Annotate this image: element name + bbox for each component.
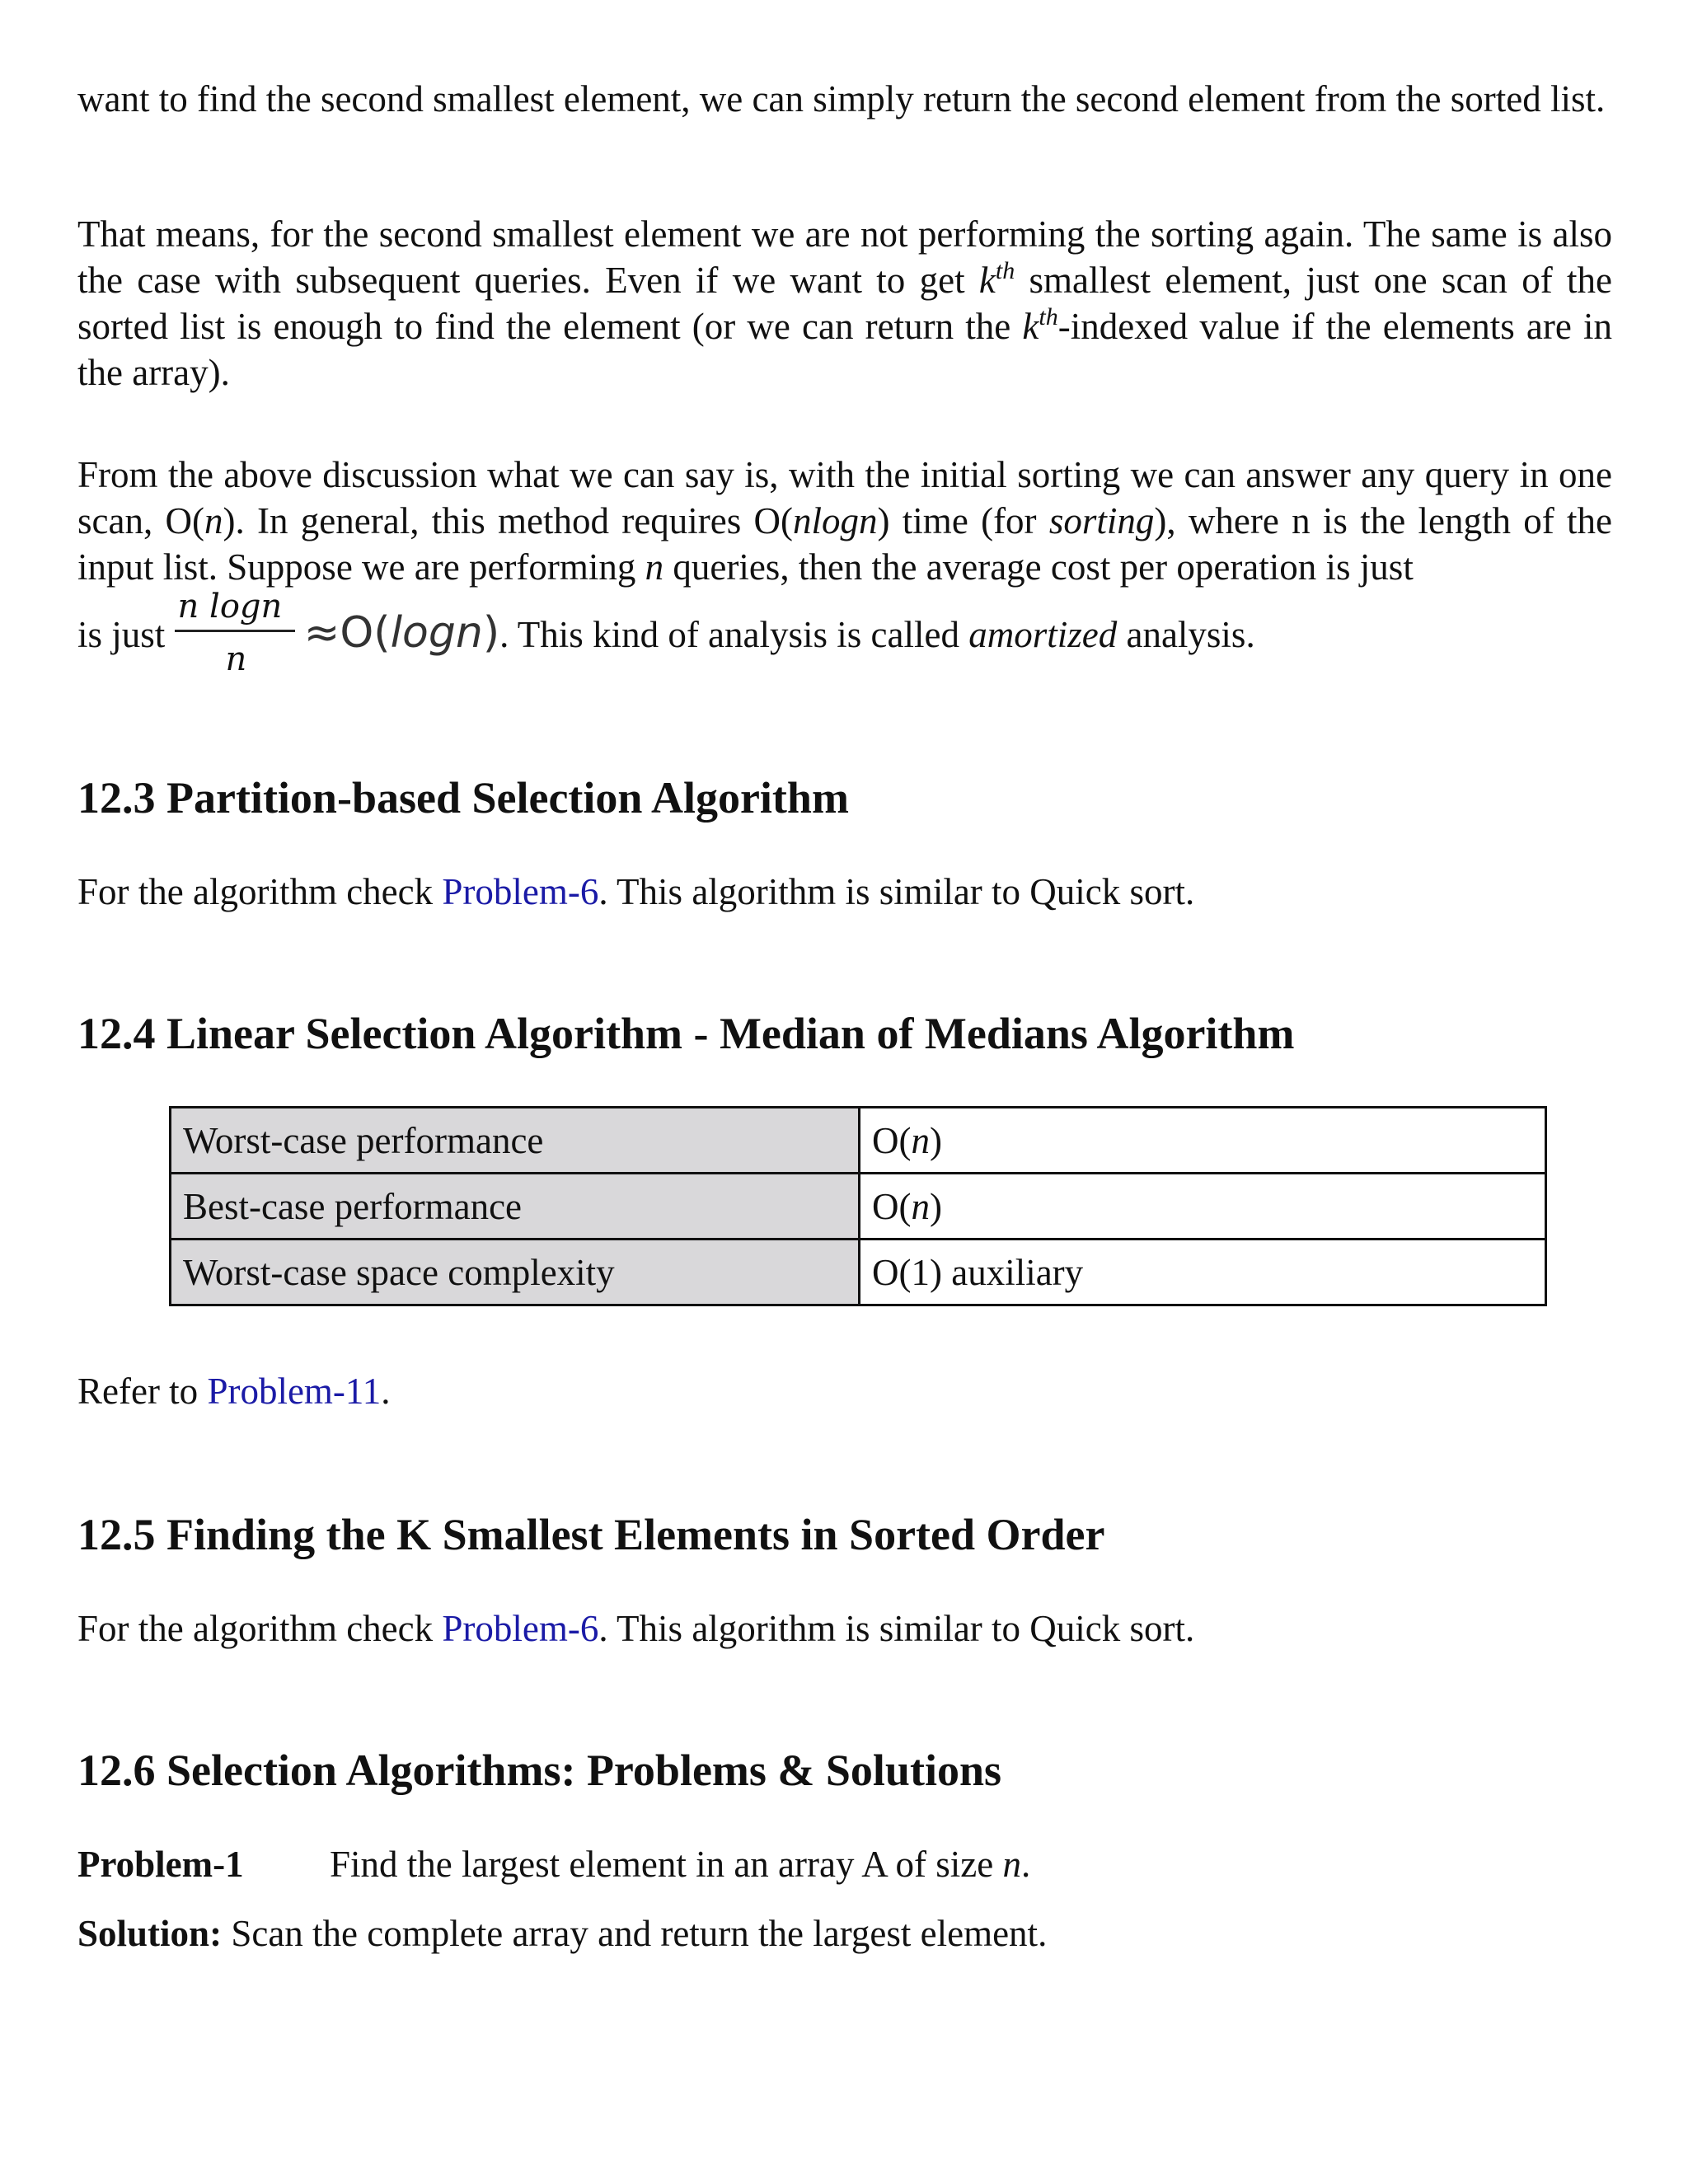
section-heading-12-3: 12.3 Partition-based Selection Algorithm xyxy=(77,773,849,823)
solution-label: Solution: xyxy=(77,1913,223,1954)
text: . This algorithm is similar to Quick sort. xyxy=(598,1608,1195,1649)
paragraph-intro: want to find the second smallest element, we can simply return the second element from the sorted list. xyxy=(77,78,1606,120)
value-text: O(1) auxiliary xyxy=(872,1251,1084,1293)
value-text: ) xyxy=(929,1185,942,1227)
section-heading-12-4: 12.4 Linear Selection Algorithm - Median of Medians Algorithm xyxy=(77,1009,1295,1058)
value-text: O( xyxy=(872,1185,912,1227)
table-cell-value xyxy=(860,1108,1546,1174)
table-row xyxy=(171,1240,1546,1305)
value-text: ) xyxy=(929,1119,942,1161)
text: For the algorithm check xyxy=(77,871,443,912)
table-cell-label: Worst-case space complexity xyxy=(171,1240,860,1305)
section-12-4-refer xyxy=(77,1368,1612,1414)
text: smallest element, just one scan of the sorted list is enough to find the element (or we can return the xyxy=(77,260,1612,347)
word-sorting: sorting xyxy=(1048,500,1155,541)
problem-label: Problem-1 xyxy=(77,1844,244,1885)
paragraph-subsequent-queries xyxy=(77,211,1612,396)
text: . xyxy=(1020,1844,1031,1885)
var-n: n xyxy=(1002,1844,1021,1885)
table-cell-value xyxy=(860,1174,1546,1240)
var-k: k xyxy=(978,260,996,301)
text: ), where n is the length of the input list. Suppose we are performing xyxy=(77,500,1612,588)
problem-6-link[interactable]: Problem-6 xyxy=(442,1608,599,1649)
text: -indexed value if the elements are in the array). xyxy=(77,306,1612,393)
table-row xyxy=(171,1174,1546,1240)
var-nlogn: nlogn xyxy=(793,500,878,541)
text: queries, then the average cost per operation is just xyxy=(663,546,1414,588)
value-var: n xyxy=(911,1119,930,1161)
section-12-5-text xyxy=(77,1605,1612,1652)
section-heading-12-6: 12.6 Selection Algorithms: Problems & Solutions xyxy=(77,1746,1002,1795)
formula-line xyxy=(77,588,1612,678)
text: Refer to xyxy=(77,1371,208,1412)
performance-table xyxy=(169,1106,1547,1306)
text: . xyxy=(381,1371,391,1412)
table-cell-label: Best-case performance xyxy=(171,1174,860,1240)
text: ). In general, this method requires O( xyxy=(223,500,794,541)
var-n: n xyxy=(645,546,664,588)
approx-suffix: ) xyxy=(482,608,500,658)
value-var: n xyxy=(911,1185,930,1227)
approx-prefix: ≈O( xyxy=(303,608,391,658)
problem-1 xyxy=(77,1841,1030,1887)
problem-11-link[interactable]: Problem-11 xyxy=(207,1371,382,1412)
text: . This algorithm is similar to Quick sort. xyxy=(598,871,1195,912)
text: From the above discussion what we can say is, with the initial sorting we can answer any query in one scan, O( xyxy=(77,454,1612,541)
var-n: n xyxy=(204,500,223,541)
superscript-th: th xyxy=(1039,303,1058,330)
var-k: k xyxy=(1022,306,1039,347)
text: . This kind of analysis is called xyxy=(499,614,969,655)
fraction-numerator: n logn xyxy=(177,588,283,626)
solution-text: Scan the complete array and return the largest element. xyxy=(222,1913,1048,1954)
approx-var: logn xyxy=(390,608,483,658)
solution-1 xyxy=(77,1910,1047,1957)
section-heading-12-5: 12.5 Finding the K Smallest Elements in Sorted Order xyxy=(77,1510,1105,1559)
approx-big-o xyxy=(304,608,499,658)
section-12-3-text xyxy=(77,869,1612,915)
text: For the algorithm check xyxy=(77,1608,443,1649)
problem-text: Find the largest element in an array A of size xyxy=(330,1844,1003,1885)
problem-6-link[interactable]: Problem-6 xyxy=(442,871,599,912)
table-cell-value xyxy=(860,1240,1546,1305)
table-cell-label: Worst-case performance xyxy=(171,1108,860,1174)
word-amortized: amortized xyxy=(968,614,1118,655)
fraction-bar xyxy=(175,630,295,632)
paragraph-amortized xyxy=(77,452,1612,590)
text: ) time (for xyxy=(877,500,1049,541)
fraction xyxy=(175,588,295,678)
superscript-th: th xyxy=(995,257,1015,284)
value-text: O( xyxy=(872,1119,912,1161)
text: analysis. xyxy=(1117,614,1255,655)
text: is just xyxy=(77,614,175,655)
fraction-denominator: n xyxy=(225,640,247,678)
table-row xyxy=(171,1108,1546,1174)
text: That means, for the second smallest element we are not performing the sorting again. The same is also the case with subsequent queries. Even if we want to get xyxy=(77,213,1612,301)
